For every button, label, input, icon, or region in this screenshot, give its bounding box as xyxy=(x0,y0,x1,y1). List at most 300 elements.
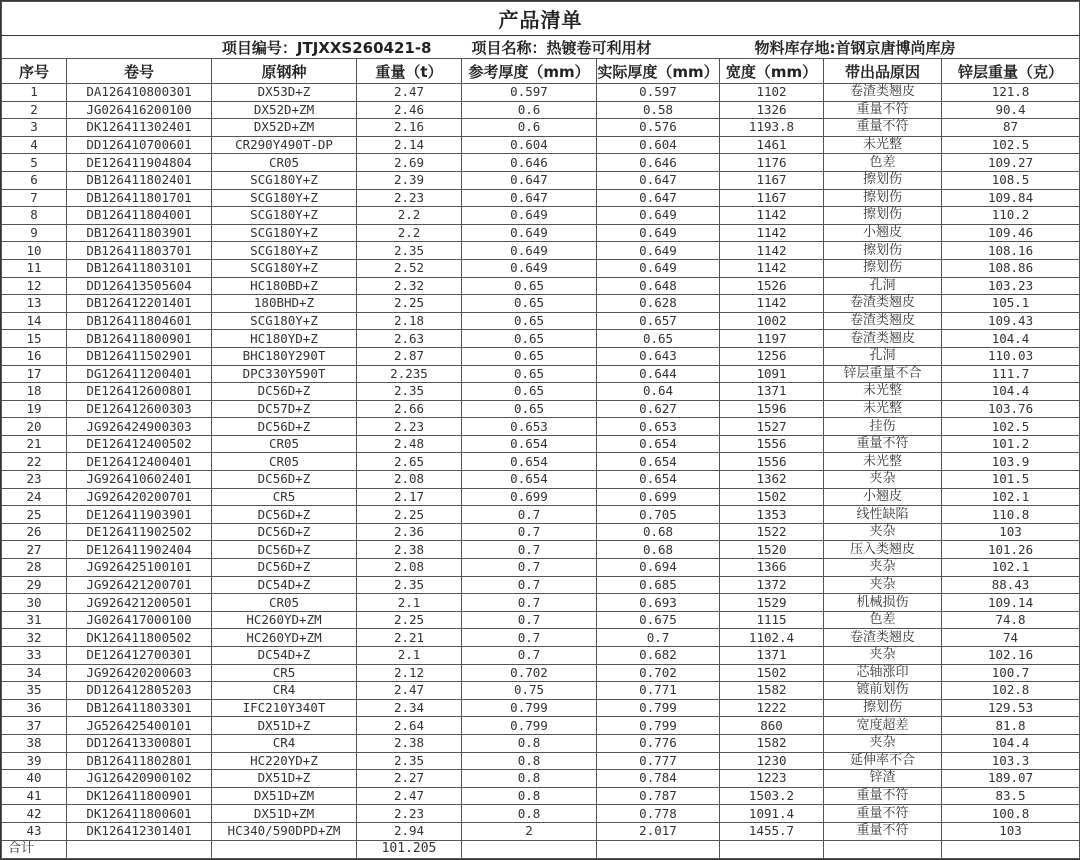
cell-ref-thickness: 0.65 xyxy=(462,295,597,313)
cell-weight: 2.18 xyxy=(357,312,462,330)
cell-width: 1091.4 xyxy=(720,805,824,823)
cell-seq: 37 xyxy=(2,717,67,735)
table-row xyxy=(2,435,1080,453)
cell-zinc-weight: 109.43 xyxy=(942,312,1080,330)
cell-coil-no: DE126412700301 xyxy=(67,647,212,665)
cell-ref-thickness: 0.646 xyxy=(462,154,597,172)
cell-width: 1371 xyxy=(720,647,824,665)
cell-actual-thickness: 0.777 xyxy=(597,752,720,770)
table-row xyxy=(2,207,1080,225)
cell-seq: 33 xyxy=(2,647,67,665)
cell-seq: 28 xyxy=(2,559,67,577)
col-header-seq: 序号 xyxy=(2,59,67,84)
cell-steel-grade: DC54D+Z xyxy=(212,647,357,665)
cell-weight: 2.08 xyxy=(357,559,462,577)
cell-reason: 重量不符 xyxy=(824,119,942,137)
cell-zinc-weight: 121.8 xyxy=(942,84,1080,102)
cell-ref-thickness: 0.653 xyxy=(462,418,597,436)
cell-coil-no: JG926421200501 xyxy=(67,594,212,612)
cell-coil-no: DK126411800502 xyxy=(67,629,212,647)
cell-width: 1526 xyxy=(720,277,824,295)
cell-seq: 38 xyxy=(2,734,67,752)
cell-width: 1520 xyxy=(720,541,824,559)
cell-seq: 29 xyxy=(2,576,67,594)
table-row xyxy=(2,224,1080,242)
cell-actual-thickness: 0.799 xyxy=(597,699,720,717)
cell-weight: 2.46 xyxy=(357,101,462,119)
cell-coil-no: DK126412301401 xyxy=(67,822,212,840)
cell-reason: 夹杂 xyxy=(824,523,942,541)
cell-steel-grade: SCG180Y+Z xyxy=(212,259,357,277)
cell-steel-grade: BHC180Y290T xyxy=(212,347,357,365)
cell-weight: 2.47 xyxy=(357,787,462,805)
table-row xyxy=(2,523,1080,541)
product-table xyxy=(1,1,1080,859)
table-row xyxy=(2,242,1080,260)
cell-steel-grade: SCG180Y+Z xyxy=(212,171,357,189)
cell-width: 1502 xyxy=(720,664,824,682)
cell-weight: 2.14 xyxy=(357,136,462,154)
cell-actual-thickness: 0.705 xyxy=(597,506,720,524)
cell-width: 1527 xyxy=(720,418,824,436)
cell-steel-grade: DX53D+Z xyxy=(212,84,357,102)
cell-weight: 2.38 xyxy=(357,541,462,559)
table-row xyxy=(2,822,1080,840)
cell-coil-no: DD126413300801 xyxy=(67,734,212,752)
cell-seq: 18 xyxy=(2,383,67,401)
cell-reason: 重量不符 xyxy=(824,805,942,823)
cell-weight: 2.65 xyxy=(357,453,462,471)
cell-steel-grade: CR05 xyxy=(212,594,357,612)
cell-width: 1167 xyxy=(720,189,824,207)
cell-zinc-weight: 103 xyxy=(942,822,1080,840)
table-row xyxy=(2,734,1080,752)
cell-actual-thickness: 0.64 xyxy=(597,383,720,401)
table-row xyxy=(2,347,1080,365)
table-row xyxy=(2,629,1080,647)
cell-coil-no: DK126411800901 xyxy=(67,787,212,805)
cell-ref-thickness: 0.649 xyxy=(462,259,597,277)
cell-actual-thickness: 0.643 xyxy=(597,347,720,365)
cell-coil-no: DE126412600801 xyxy=(67,383,212,401)
cell-seq: 7 xyxy=(2,189,67,207)
cell-seq: 3 xyxy=(2,119,67,137)
cell-weight: 2.2 xyxy=(357,224,462,242)
cell-actual-thickness: 0.576 xyxy=(597,119,720,137)
table-row xyxy=(2,576,1080,594)
cell-reason: 锌层重量不合 xyxy=(824,365,942,383)
cell-seq: 20 xyxy=(2,418,67,436)
cell-width: 1223 xyxy=(720,770,824,788)
cell-reason: 未光整 xyxy=(824,383,942,401)
cell-seq: 24 xyxy=(2,488,67,506)
cell-weight: 2.16 xyxy=(357,119,462,137)
cell-steel-grade: HC260YD+ZM xyxy=(212,629,357,647)
cell-steel-grade: CR4 xyxy=(212,734,357,752)
cell-ref-thickness: 0.7 xyxy=(462,541,597,559)
cell-zinc-weight: 102.1 xyxy=(942,488,1080,506)
cell-reason: 重量不符 xyxy=(824,787,942,805)
cell-width: 1362 xyxy=(720,471,824,489)
cell-ref-thickness: 0.7 xyxy=(462,559,597,577)
cell-reason: 卷渣类翘皮 xyxy=(824,84,942,102)
cell-coil-no: JG926424900303 xyxy=(67,418,212,436)
table-row xyxy=(2,330,1080,348)
cell-steel-grade: CR05 xyxy=(212,435,357,453)
cell-steel-grade: IFC210Y340T xyxy=(212,699,357,717)
cell-weight: 2.27 xyxy=(357,770,462,788)
table-row xyxy=(2,699,1080,717)
cell-weight: 2.63 xyxy=(357,330,462,348)
cell-ref-thickness: 0.7 xyxy=(462,629,597,647)
cell-ref-thickness: 0.654 xyxy=(462,435,597,453)
cell-width: 1353 xyxy=(720,506,824,524)
table-row xyxy=(2,84,1080,102)
storage-location: 物料库存地:首钢京唐博尚库房 xyxy=(720,36,1080,59)
cell-reason: 机械损伤 xyxy=(824,594,942,612)
cell-steel-grade: DPC330Y590T xyxy=(212,365,357,383)
cell-weight: 2.235 xyxy=(357,365,462,383)
table-row xyxy=(2,400,1080,418)
cell-weight: 2.35 xyxy=(357,752,462,770)
sheet-title: 产品清单 xyxy=(2,2,1080,36)
cell-coil-no: DK126411302401 xyxy=(67,119,212,137)
total-empty-cell xyxy=(824,840,942,858)
cell-seq: 1 xyxy=(2,84,67,102)
cell-weight: 2.35 xyxy=(357,576,462,594)
cell-steel-grade: DX51D+ZM xyxy=(212,805,357,823)
cell-zinc-weight: 103.76 xyxy=(942,400,1080,418)
table-row xyxy=(2,682,1080,700)
cell-reason: 小翘皮 xyxy=(824,224,942,242)
cell-seq: 39 xyxy=(2,752,67,770)
cell-steel-grade: CR290Y490T-DP xyxy=(212,136,357,154)
cell-ref-thickness: 0.647 xyxy=(462,171,597,189)
cell-seq: 13 xyxy=(2,295,67,313)
cell-weight: 2.25 xyxy=(357,506,462,524)
cell-zinc-weight: 108.16 xyxy=(942,242,1080,260)
cell-seq: 43 xyxy=(2,822,67,840)
cell-coil-no: DE126411904804 xyxy=(67,154,212,172)
cell-weight: 2.64 xyxy=(357,717,462,735)
cell-ref-thickness: 0.654 xyxy=(462,453,597,471)
cell-seq: 10 xyxy=(2,242,67,260)
cell-width: 1102 xyxy=(720,84,824,102)
cell-seq: 12 xyxy=(2,277,67,295)
cell-actual-thickness: 0.627 xyxy=(597,400,720,418)
col-header-zinc-weight: 锌层重量（克） xyxy=(942,59,1080,84)
cell-actual-thickness: 0.597 xyxy=(597,84,720,102)
cell-coil-no: DE126411903901 xyxy=(67,506,212,524)
table-row xyxy=(2,664,1080,682)
cell-weight: 2.52 xyxy=(357,259,462,277)
table-row xyxy=(2,770,1080,788)
table-row xyxy=(2,594,1080,612)
cell-coil-no: DE126412600303 xyxy=(67,400,212,418)
cell-zinc-weight: 109.84 xyxy=(942,189,1080,207)
cell-ref-thickness: 0.799 xyxy=(462,717,597,735)
cell-reason: 延伸率不合 xyxy=(824,752,942,770)
cell-zinc-weight: 74.8 xyxy=(942,611,1080,629)
total-empty-cell xyxy=(212,840,357,858)
cell-zinc-weight: 74 xyxy=(942,629,1080,647)
cell-ref-thickness: 0.649 xyxy=(462,207,597,225)
table-row xyxy=(2,312,1080,330)
cell-width: 1596 xyxy=(720,400,824,418)
cell-ref-thickness: 0.65 xyxy=(462,365,597,383)
cell-actual-thickness: 0.776 xyxy=(597,734,720,752)
col-header-reason: 带出品原因 xyxy=(824,59,942,84)
cell-actual-thickness: 0.649 xyxy=(597,224,720,242)
cell-ref-thickness: 0.7 xyxy=(462,506,597,524)
cell-seq: 8 xyxy=(2,207,67,225)
cell-width: 1366 xyxy=(720,559,824,577)
cell-zinc-weight: 103.3 xyxy=(942,752,1080,770)
cell-seq: 36 xyxy=(2,699,67,717)
cell-weight: 2.35 xyxy=(357,242,462,260)
cell-steel-grade: HC220YD+Z xyxy=(212,752,357,770)
cell-actual-thickness: 0.694 xyxy=(597,559,720,577)
cell-reason: 夹杂 xyxy=(824,647,942,665)
cell-ref-thickness: 0.649 xyxy=(462,242,597,260)
table-row xyxy=(2,365,1080,383)
cell-reason: 未光整 xyxy=(824,400,942,418)
table-row xyxy=(2,647,1080,665)
cell-ref-thickness: 0.75 xyxy=(462,682,597,700)
cell-actual-thickness: 0.648 xyxy=(597,277,720,295)
cell-actual-thickness: 0.699 xyxy=(597,488,720,506)
cell-steel-grade: 180BHD+Z xyxy=(212,295,357,313)
cell-zinc-weight: 109.14 xyxy=(942,594,1080,612)
cell-coil-no: JG526425400101 xyxy=(67,717,212,735)
cell-ref-thickness: 0.8 xyxy=(462,787,597,805)
cell-reason: 芯轴涨印 xyxy=(824,664,942,682)
cell-actual-thickness: 0.787 xyxy=(597,787,720,805)
cell-actual-thickness: 0.65 xyxy=(597,330,720,348)
cell-weight: 2.08 xyxy=(357,471,462,489)
cell-actual-thickness: 0.68 xyxy=(597,541,720,559)
cell-coil-no: DB126411804601 xyxy=(67,312,212,330)
cell-weight: 2.23 xyxy=(357,189,462,207)
cell-ref-thickness: 2 xyxy=(462,822,597,840)
cell-reason: 未光整 xyxy=(824,136,942,154)
cell-width: 1522 xyxy=(720,523,824,541)
cell-seq: 27 xyxy=(2,541,67,559)
cell-steel-grade: CR5 xyxy=(212,664,357,682)
cell-actual-thickness: 0.685 xyxy=(597,576,720,594)
cell-weight: 2.35 xyxy=(357,383,462,401)
cell-actual-thickness: 0.654 xyxy=(597,435,720,453)
cell-reason: 宽度超差 xyxy=(824,717,942,735)
cell-coil-no: DB126411800901 xyxy=(67,330,212,348)
cell-weight: 2.48 xyxy=(357,435,462,453)
cell-seq: 35 xyxy=(2,682,67,700)
cell-zinc-weight: 102.16 xyxy=(942,647,1080,665)
cell-weight: 2.1 xyxy=(357,647,462,665)
cell-actual-thickness: 0.799 xyxy=(597,717,720,735)
cell-zinc-weight: 87 xyxy=(942,119,1080,137)
cell-steel-grade: DC56D+Z xyxy=(212,383,357,401)
total-weight: 101.205 xyxy=(357,840,462,858)
cell-weight: 2.36 xyxy=(357,523,462,541)
cell-steel-grade: CR5 xyxy=(212,488,357,506)
cell-width: 1326 xyxy=(720,101,824,119)
cell-coil-no: JG926425100101 xyxy=(67,559,212,577)
cell-actual-thickness: 0.702 xyxy=(597,664,720,682)
cell-ref-thickness: 0.604 xyxy=(462,136,597,154)
cell-actual-thickness: 0.647 xyxy=(597,171,720,189)
cell-steel-grade: CR05 xyxy=(212,453,357,471)
cell-reason: 卷渣类翘皮 xyxy=(824,330,942,348)
table-row xyxy=(2,136,1080,154)
cell-weight: 2.34 xyxy=(357,699,462,717)
cell-coil-no: JG026416200100 xyxy=(67,101,212,119)
cell-reason: 擦划伤 xyxy=(824,259,942,277)
cell-width: 1142 xyxy=(720,224,824,242)
cell-steel-grade: SCG180Y+Z xyxy=(212,207,357,225)
cell-reason: 重量不符 xyxy=(824,822,942,840)
cell-coil-no: DB126411803101 xyxy=(67,259,212,277)
cell-weight: 2.87 xyxy=(357,347,462,365)
cell-coil-no: DB126412201401 xyxy=(67,295,212,313)
total-label: 合计 xyxy=(2,840,67,858)
cell-seq: 23 xyxy=(2,471,67,489)
cell-seq: 25 xyxy=(2,506,67,524)
cell-coil-no: DB126411804001 xyxy=(67,207,212,225)
cell-ref-thickness: 0.7 xyxy=(462,594,597,612)
cell-zinc-weight: 83.5 xyxy=(942,787,1080,805)
cell-coil-no: DB126411803901 xyxy=(67,224,212,242)
cell-actual-thickness: 0.649 xyxy=(597,242,720,260)
cell-zinc-weight: 101.5 xyxy=(942,471,1080,489)
cell-coil-no: DD126410700601 xyxy=(67,136,212,154)
cell-width: 860 xyxy=(720,717,824,735)
cell-reason: 卷渣类翘皮 xyxy=(824,312,942,330)
cell-steel-grade: HC180BD+Z xyxy=(212,277,357,295)
cell-steel-grade: DC57D+Z xyxy=(212,400,357,418)
table-row xyxy=(2,101,1080,119)
cell-seq: 15 xyxy=(2,330,67,348)
table-row xyxy=(2,541,1080,559)
cell-weight: 2.25 xyxy=(357,611,462,629)
cell-ref-thickness: 0.7 xyxy=(462,523,597,541)
cell-width: 1582 xyxy=(720,682,824,700)
cell-ref-thickness: 0.702 xyxy=(462,664,597,682)
col-header-weight: 重量（t） xyxy=(357,59,462,84)
cell-reason: 夹杂 xyxy=(824,576,942,594)
table-row xyxy=(2,611,1080,629)
cell-seq: 16 xyxy=(2,347,67,365)
cell-weight: 2.69 xyxy=(357,154,462,172)
cell-actual-thickness: 0.649 xyxy=(597,259,720,277)
cell-zinc-weight: 109.46 xyxy=(942,224,1080,242)
cell-reason: 擦划伤 xyxy=(824,699,942,717)
cell-weight: 2.32 xyxy=(357,277,462,295)
cell-seq: 41 xyxy=(2,787,67,805)
cell-zinc-weight: 105.1 xyxy=(942,295,1080,313)
cell-reason: 擦划伤 xyxy=(824,171,942,189)
cell-reason: 锌渣 xyxy=(824,770,942,788)
cell-actual-thickness: 0.784 xyxy=(597,770,720,788)
table-row xyxy=(2,787,1080,805)
cell-width: 1142 xyxy=(720,242,824,260)
cell-steel-grade: DC56D+Z xyxy=(212,471,357,489)
cell-weight: 2.66 xyxy=(357,400,462,418)
cell-steel-grade: DC54D+Z xyxy=(212,576,357,594)
cell-zinc-weight: 104.4 xyxy=(942,330,1080,348)
cell-actual-thickness: 0.654 xyxy=(597,471,720,489)
cell-seq: 30 xyxy=(2,594,67,612)
cell-coil-no: DB126411803701 xyxy=(67,242,212,260)
cell-reason: 挂伤 xyxy=(824,418,942,436)
cell-coil-no: JG926420200701 xyxy=(67,488,212,506)
cell-reason: 色差 xyxy=(824,154,942,172)
cell-steel-grade: CR05 xyxy=(212,154,357,172)
cell-reason: 擦划伤 xyxy=(824,242,942,260)
cell-weight: 2.23 xyxy=(357,805,462,823)
cell-zinc-weight: 103 xyxy=(942,523,1080,541)
cell-width: 1461 xyxy=(720,136,824,154)
cell-steel-grade: DC56D+Z xyxy=(212,541,357,559)
cell-steel-grade: DC56D+Z xyxy=(212,559,357,577)
cell-actual-thickness: 0.604 xyxy=(597,136,720,154)
table-row xyxy=(2,488,1080,506)
cell-ref-thickness: 0.597 xyxy=(462,84,597,102)
cell-coil-no: DK126411800601 xyxy=(67,805,212,823)
cell-reason: 镀前划伤 xyxy=(824,682,942,700)
cell-coil-no: DA126410800301 xyxy=(67,84,212,102)
cell-weight: 2.1 xyxy=(357,594,462,612)
table-row xyxy=(2,171,1080,189)
cell-width: 1222 xyxy=(720,699,824,717)
cell-coil-no: DB126411803301 xyxy=(67,699,212,717)
cell-steel-grade: DX51D+Z xyxy=(212,770,357,788)
table-row xyxy=(2,119,1080,137)
cell-seq: 14 xyxy=(2,312,67,330)
cell-coil-no: JG926420200603 xyxy=(67,664,212,682)
cell-width: 1142 xyxy=(720,259,824,277)
cell-width: 1372 xyxy=(720,576,824,594)
cell-ref-thickness: 0.7 xyxy=(462,576,597,594)
total-row xyxy=(2,840,1080,858)
cell-seq: 5 xyxy=(2,154,67,172)
cell-zinc-weight: 90.4 xyxy=(942,101,1080,119)
cell-actual-thickness: 0.771 xyxy=(597,682,720,700)
cell-actual-thickness: 0.68 xyxy=(597,523,720,541)
cell-coil-no: DB126411802401 xyxy=(67,171,212,189)
cell-steel-grade: DC56D+Z xyxy=(212,523,357,541)
cell-zinc-weight: 100.8 xyxy=(942,805,1080,823)
cell-steel-grade: HC180YD+Z xyxy=(212,330,357,348)
cell-seq: 21 xyxy=(2,435,67,453)
cell-reason: 压入类翘皮 xyxy=(824,541,942,559)
total-empty-cell xyxy=(67,840,212,858)
table-row xyxy=(2,277,1080,295)
cell-coil-no: JG026417000100 xyxy=(67,611,212,629)
cell-actual-thickness: 0.628 xyxy=(597,295,720,313)
cell-reason: 小翘皮 xyxy=(824,488,942,506)
cell-zinc-weight: 110.03 xyxy=(942,347,1080,365)
cell-ref-thickness: 0.7 xyxy=(462,611,597,629)
cell-width: 1176 xyxy=(720,154,824,172)
cell-seq: 26 xyxy=(2,523,67,541)
table-row xyxy=(2,295,1080,313)
cell-steel-grade: DX51D+Z xyxy=(212,717,357,735)
cell-weight: 2.39 xyxy=(357,171,462,189)
cell-zinc-weight: 102.8 xyxy=(942,682,1080,700)
cell-actual-thickness: 0.644 xyxy=(597,365,720,383)
table-row xyxy=(2,559,1080,577)
